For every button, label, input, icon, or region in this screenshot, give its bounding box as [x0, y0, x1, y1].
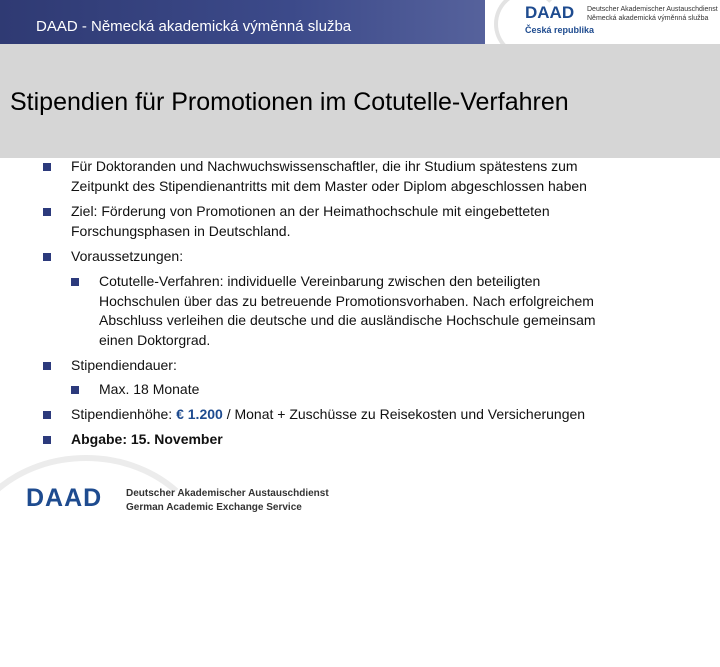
header-logo-org-cz: Německá akademická výměnná služba	[587, 15, 709, 22]
header-title: DAAD - Německá akademická výměnná služba	[36, 18, 352, 35]
header-logo-country: Česká republika	[525, 25, 595, 35]
bullet-marker	[43, 362, 51, 370]
sub-bullet-max-duration: Max. 18 Monate	[99, 381, 200, 397]
header-logo-org-de: Deutscher Akademischer Austauschdienst	[587, 6, 718, 13]
sub-bullet-cotutelle-line3: Abschluss verleihen die deutsche und die ausländische Hochschule gemeinsam	[99, 312, 596, 328]
bullet-amount-suffix: / Monat + Zuschüsse zu Reisekosten und Versicherungen	[222, 406, 586, 422]
bullet-eligibility-line1: Für Doktoranden und Nachwuchswissenschaftler, die ihr Studium spätestens zum	[71, 158, 578, 174]
bullet-amount	[71, 405, 585, 425]
bullet-amount-prefix: Stipendienhöhe:	[71, 406, 177, 422]
slide-title: Stipendien für Promotionen im Cotutelle-Verfahren	[10, 88, 569, 116]
footer-logo-brand: DAAD	[26, 484, 103, 512]
bullet-requirements: Voraussetzungen:	[71, 248, 184, 264]
bullet-duration: Stipendiendauer:	[71, 357, 177, 373]
footer-org-de: Deutscher Akademischer Austauschdienst	[126, 488, 329, 499]
header-bar	[0, 0, 485, 44]
bullet-marker	[43, 436, 51, 444]
bullet-amount-value: € 1.200	[176, 406, 223, 422]
sub-bullet-cotutelle	[99, 272, 596, 350]
sub-bullet-cotutelle-line4: einen Doktorgrad.	[99, 331, 211, 348]
bullet-marker	[43, 253, 51, 261]
sub-bullet-cotutelle-line1: Cotutelle-Verfahren: individuelle Vereinbarung zwischen den beteiligten	[99, 273, 541, 289]
sub-bullet-cotutelle-line2: Hochschulen über das zu betreuende Promotionsvorhaben. Nach erfolgreichem	[99, 292, 594, 309]
bullet-eligibility	[71, 157, 587, 196]
bullet-deadline: Abgabe: 15. November	[71, 431, 223, 447]
header-logo-brand: DAAD	[525, 3, 575, 22]
bullet-marker	[43, 411, 51, 419]
bullet-goal-line2: Forschungsphasen in Deutschland.	[71, 222, 291, 239]
bullet-goal-line1: Ziel: Förderung von Promotionen an der Heimathochschule mit eingebetteten	[71, 203, 550, 219]
bullet-goal	[71, 202, 550, 241]
bullet-marker	[43, 208, 51, 216]
bullet-marker	[43, 163, 51, 171]
sub-bullet-marker	[71, 278, 79, 286]
sub-bullet-marker	[71, 386, 79, 394]
bullet-eligibility-line2: Zeitpunkt des Stipendienantritts mit dem Master oder Diplom abgeschlossen haben	[71, 177, 587, 194]
footer-org-en: German Academic Exchange Service	[126, 502, 302, 513]
